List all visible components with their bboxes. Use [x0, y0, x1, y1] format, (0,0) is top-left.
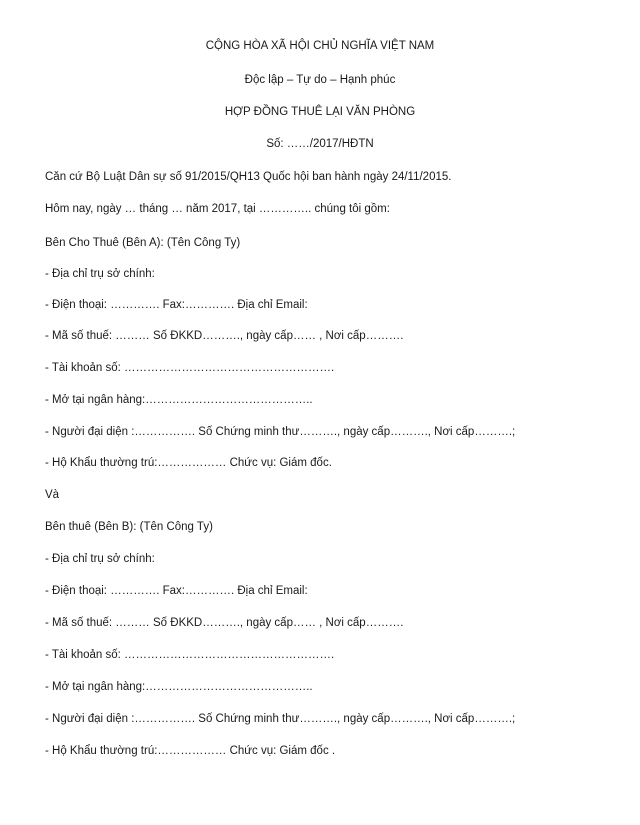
party-a-account: - Tài khoản số: ……………………………………………….	[45, 362, 335, 374]
party-b-representative: - Người đại diện :……………. Số Chứng minh thư………., ngày cấp………., Nơi cấp……….;	[45, 713, 516, 725]
party-b-title: Bên thuê (Bên B): (Tên Công Ty)	[45, 521, 213, 533]
national-motto: Độc lập – Tự do – Hạnh phúc	[244, 74, 396, 86]
contract-title: HỢP ĐỒNG THUÊ LẠI VĂN PHÒNG	[224, 106, 416, 118]
party-b-residence: - Hộ Khẩu thường trú:……………… Chức vụ: Giám đốc .	[45, 745, 336, 757]
party-a-bank: - Mở tại ngân hàng:……………………………………..	[45, 394, 313, 406]
party-b-bank: - Mở tại ngân hàng:……………………………………..	[45, 681, 313, 693]
party-a-phone: - Điện thoại: …………. Fax:…………. Địa chỉ Email:	[45, 299, 308, 311]
country-heading: CỘNG HÒA XÃ HỘI CHỦ NGHĨA VIỆT NAM	[205, 40, 435, 52]
party-b-phone: - Điện thoại: …………. Fax:…………. Địa chỉ Email:	[45, 585, 308, 597]
legal-basis: Căn cứ Bộ Luật Dân sự số 91/2015/QH13 Quốc hội ban hành ngày 24/11/2015.	[45, 171, 452, 183]
party-b-account: - Tài khoản số: ……………………………………………….	[45, 649, 335, 661]
contract-number: Số: ……/2017/HĐTN	[266, 138, 374, 150]
party-b-tax: - Mã số thuế: ……… Số ĐKKD………., ngày cấp…… , Nơi cấp……….	[45, 617, 404, 629]
party-a-residence: - Hộ Khẩu thường trú:……………… Chức vụ: Giám đốc.	[45, 457, 332, 469]
party-a-title: Bên Cho Thuê (Bên A): (Tên Công Ty)	[45, 237, 241, 249]
party-b-address: - Địa chỉ trụ sở chính:	[45, 553, 155, 565]
party-a-representative: - Người đại diện :……………. Số Chứng minh thư………., ngày cấp………., Nơi cấp……….;	[45, 426, 516, 438]
meeting-date-place: Hôm nay, ngày … tháng … năm 2017, tại ………….. chúng tôi gồm:	[45, 203, 390, 215]
party-a-tax: - Mã số thuế: ……… Số ĐKKD………., ngày cấp…… , Nơi cấp……….	[45, 330, 404, 342]
party-a-address: - Địa chỉ trụ sở chính:	[45, 268, 155, 280]
and-label: Và	[45, 489, 60, 501]
